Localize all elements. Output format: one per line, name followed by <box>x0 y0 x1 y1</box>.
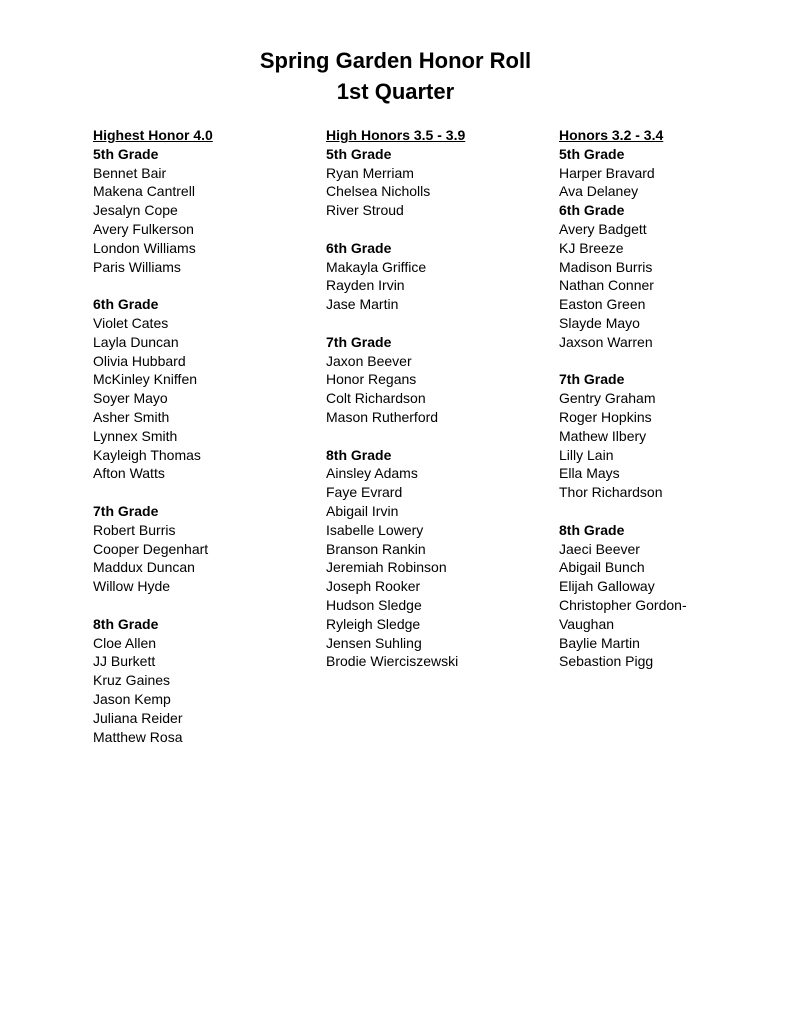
student-name: Roger Hopkins <box>559 408 652 425</box>
student-name: Avery Fulkerson <box>93 220 194 237</box>
grade-label: 5th Grade <box>93 145 159 162</box>
student-name: Abigail Irvin <box>326 502 399 519</box>
student-name: London Williams <box>93 239 196 256</box>
student-name: Avery Badgett <box>559 220 647 237</box>
student-name: Ryleigh Sledge <box>326 615 421 632</box>
column-header: Highest Honor 4.0 <box>93 127 213 143</box>
student-name: Willow Hyde <box>93 578 171 595</box>
student-name: Elijah Galloway <box>559 578 655 595</box>
student-name: Harper Bravard <box>559 164 655 181</box>
student-name: Brodie Wierciszewski <box>326 653 459 670</box>
group-spacer <box>93 596 308 615</box>
student-name: Cloe Allen <box>93 634 157 651</box>
grade-label: 7th Grade <box>559 371 625 388</box>
grade-label: 6th Grade <box>93 296 159 313</box>
group-spacer <box>326 314 541 333</box>
student-name: JJ Burkett <box>93 653 156 670</box>
student-name: Cooper Degenhart <box>93 540 209 557</box>
student-name: Paris Williams <box>93 258 181 275</box>
student-name: Baylie Martin <box>559 634 640 651</box>
group-spacer <box>559 502 699 521</box>
student-name: Nathan Conner <box>559 277 654 294</box>
group-spacer <box>326 427 541 446</box>
group-spacer <box>559 352 699 371</box>
student-name: Mason Rutherford <box>326 408 439 425</box>
student-name: Jaeci Beever <box>559 540 640 557</box>
student-name: McKinley Kniffen <box>93 371 198 388</box>
student-name: Makayla Griffice <box>326 258 427 275</box>
student-name: KJ Breeze <box>559 239 624 256</box>
student-name: Jase Martin <box>326 296 399 313</box>
student-name: Isabelle Lowery <box>326 521 424 538</box>
grade-label: 7th Grade <box>326 333 392 350</box>
student-name: Matthew Rosa <box>93 728 183 745</box>
grade-label: 6th Grade <box>326 239 392 256</box>
page-subtitle: 1st Quarter <box>336 79 455 104</box>
group-spacer <box>93 483 308 502</box>
student-name: Layla Duncan <box>93 333 179 350</box>
student-name: Faye Evrard <box>326 484 403 501</box>
student-name: Hudson Sledge <box>326 596 422 613</box>
student-name: Sebastion Pigg <box>559 653 654 670</box>
student-name: Robert Burris <box>93 521 176 538</box>
student-name: River Stroud <box>326 202 404 219</box>
student-name: Maddux Duncan <box>93 559 195 576</box>
page-title: Spring Garden Honor Roll <box>259 48 532 73</box>
student-name: Kayleigh Thomas <box>93 446 201 463</box>
student-name: Kruz Gaines <box>93 672 171 689</box>
student-name: Juliana Reider <box>93 709 183 726</box>
student-name: Jaxon Beever <box>326 352 412 369</box>
student-name: Afton Watts <box>93 465 165 482</box>
student-name: Soyer Mayo <box>93 390 168 407</box>
student-name: Gentry Graham <box>559 390 656 407</box>
student-name: Violet Cates <box>93 314 169 331</box>
student-name: Madison Burris <box>559 258 653 275</box>
student-name: Colt Richardson <box>326 390 426 407</box>
student-name: Makena Cantrell <box>93 183 195 200</box>
student-name: Jesalyn Cope <box>93 202 178 219</box>
student-name: Asher Smith <box>93 408 170 425</box>
column-header: Honors 3.2 - 3.4 <box>559 127 664 143</box>
student-name: Honor Regans <box>326 371 417 388</box>
student-name: Chelsea Nicholls <box>326 183 431 200</box>
student-name: Ainsley Adams <box>326 465 418 482</box>
grade-label: 8th Grade <box>559 521 625 538</box>
grade-label: 8th Grade <box>326 446 392 463</box>
student-name: Olivia Hubbard <box>93 352 186 369</box>
student-name: Branson Rankin <box>326 540 426 557</box>
student-name: Rayden Irvin <box>326 277 405 294</box>
student-name: Thor Richardson <box>559 484 663 501</box>
student-name: Ella Mays <box>559 465 620 482</box>
student-name: Mathew Ilbery <box>559 427 647 444</box>
honor-column-honors <box>559 126 699 671</box>
student-name: Easton Green <box>559 296 646 313</box>
grade-label: 6th Grade <box>559 202 625 219</box>
grade-label: 8th Grade <box>93 615 159 632</box>
student-name: Jaxson Warren <box>559 333 653 350</box>
honor-column-high <box>326 126 541 671</box>
group-spacer <box>93 276 308 295</box>
student-name: Lynnex Smith <box>93 427 178 444</box>
honor-column-highest <box>93 126 308 746</box>
grade-label: 7th Grade <box>93 502 159 519</box>
student-name: Jensen Suhling <box>326 634 422 651</box>
student-name: Ryan Merriam <box>326 164 414 181</box>
student-name: Ava Delaney <box>559 183 639 200</box>
student-name: Joseph Rooker <box>326 578 421 595</box>
student-name: Lilly Lain <box>559 446 614 463</box>
student-name: Jason Kemp <box>93 690 171 707</box>
student-name: Christopher Gordon-Vaughan <box>559 596 687 632</box>
group-spacer <box>326 220 541 239</box>
student-name: Slayde Mayo <box>559 314 640 331</box>
student-name: Bennet Bair <box>93 164 167 181</box>
student-name: Jeremiah Robinson <box>326 559 447 576</box>
grade-label: 5th Grade <box>326 145 392 162</box>
column-header: High Honors 3.5 - 3.9 <box>326 127 466 143</box>
student-name: Abigail Bunch <box>559 559 645 576</box>
grade-label: 5th Grade <box>559 145 625 162</box>
